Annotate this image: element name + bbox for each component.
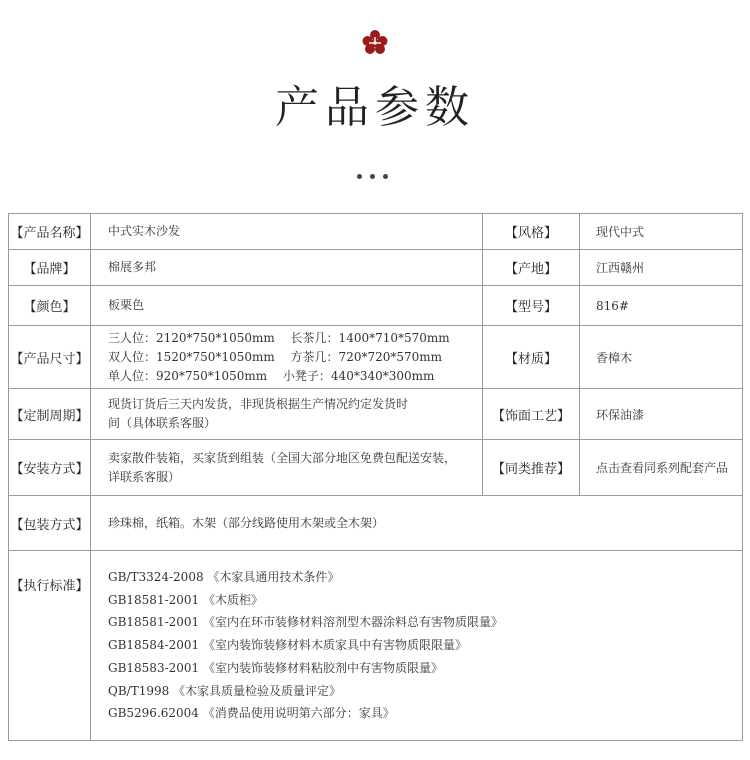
color-value: 板栗色 xyxy=(91,286,483,326)
size-label: 【产品尺寸】 xyxy=(9,326,91,389)
style-label: 【风格】 xyxy=(483,214,580,250)
brand-value: 棉展多邦 xyxy=(91,250,483,286)
similar-label: 【同类推荐】 xyxy=(483,440,580,496)
standard-item: QB/T1998 《木家具质量检验及质量评定》 xyxy=(108,683,342,698)
standard-item: GB5296.62004 《消费品使用说明第六部分：家具》 xyxy=(108,706,395,721)
material-label: 【材质】 xyxy=(483,326,580,389)
model-label: 【型号】 xyxy=(483,286,580,326)
size-line: 单人位：920*750*1050mm 小凳子：440*340*300mm xyxy=(108,368,435,383)
style-value: 现代中式 xyxy=(580,214,743,250)
lead-time-label: 【定制周期】 xyxy=(9,389,91,440)
install-line: 详联系客服） xyxy=(108,469,181,484)
standard-item: GB18583-2001 《室内装饰装修材料粘胶剂中有害物质限量》 xyxy=(108,660,443,675)
install-label: 【安装方式】 xyxy=(9,440,91,496)
material-value: 香樟木 xyxy=(580,326,743,389)
standard-item: GB18581-2001 《木质柜》 xyxy=(108,592,263,607)
model-value: 816# xyxy=(580,286,743,326)
size-line: 三人位：2120*750*1050mm 长茶几：1400*710*570mm xyxy=(108,330,450,345)
table-row xyxy=(9,389,743,440)
page-title: 产品参数 xyxy=(275,82,475,133)
install-value xyxy=(91,440,483,496)
table-row xyxy=(9,286,743,326)
packing-label: 【包装方式】 xyxy=(9,496,91,551)
table-row xyxy=(9,250,743,286)
table-row xyxy=(9,440,743,496)
lead-time-line: 现货订货后三天内发货，非现货根据生产情况约定发货时 xyxy=(108,397,409,411)
lead-time-value xyxy=(91,389,483,440)
install-line: 卖家散件装箱，买家货到组装（全国大部分地区免费包配送安装， xyxy=(108,450,457,465)
origin-label: 【产地】 xyxy=(483,250,580,286)
plum-flower-icon xyxy=(360,28,390,58)
packing-value: 珍珠棉，纸箱。木架（部分线路使用木架或全木架） xyxy=(91,496,743,551)
divider-dots xyxy=(353,164,397,172)
standard-item: GB18581-2001 《室内在环市装修材料溶剂型木器涂料总有害物质限量》 xyxy=(108,615,503,630)
standards-value xyxy=(91,551,743,741)
finish-value: 环保油漆 xyxy=(580,389,743,440)
table-row xyxy=(9,496,743,551)
name-value: 中式实木沙发 xyxy=(91,214,483,250)
standard-item: GB/T3324-2008 《木家具通用技术条件》 xyxy=(108,569,340,584)
similar-link[interactable]: 点击查看同系列配套产品 xyxy=(580,440,743,496)
size-line: 双人位：1520*750*1050mm 方茶几：720*720*570mm xyxy=(108,349,443,364)
origin-value: 江西赣州 xyxy=(580,250,743,286)
lead-time-line: 间（具体联系客服） xyxy=(108,416,217,430)
color-label: 【颜色】 xyxy=(9,286,91,326)
table-row xyxy=(9,214,743,250)
table-row xyxy=(9,551,743,741)
brand-label: 【品牌】 xyxy=(9,250,91,286)
standard-item: GB18584-2001 《室内装饰装修材料木质家具中有害物质限限量》 xyxy=(108,638,467,653)
finish-label: 【饰面工艺】 xyxy=(483,389,580,440)
spec-table xyxy=(8,213,743,741)
name-label: 【产品名称】 xyxy=(9,214,91,250)
table-row xyxy=(9,326,743,389)
size-value xyxy=(91,326,483,389)
standards-label: 【执行标准】 xyxy=(9,551,91,741)
